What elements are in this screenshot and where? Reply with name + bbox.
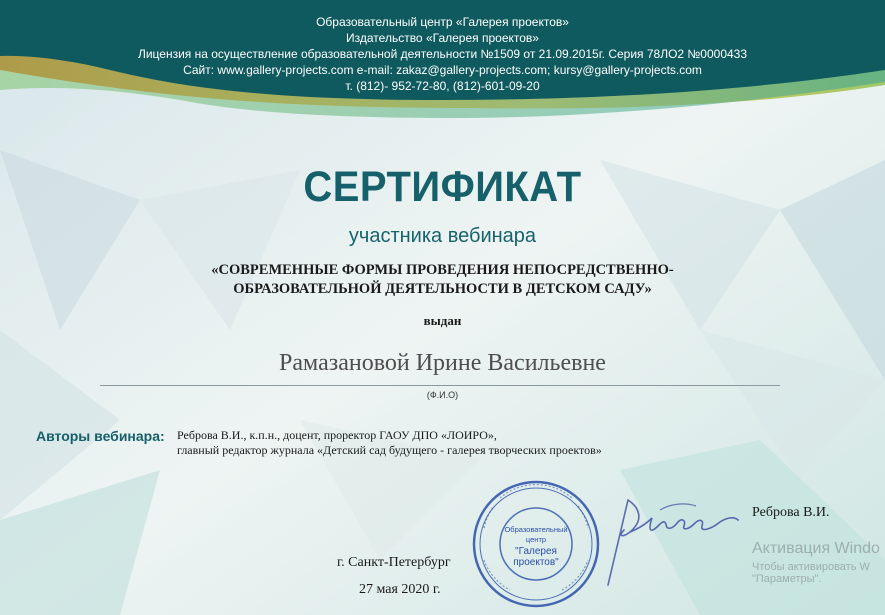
authors-details — [177, 428, 602, 458]
watermark-line1: Активация Windo — [752, 540, 880, 557]
stamp-text-1: Образовательный — [504, 525, 568, 534]
stamp-text-3: "Галерея — [515, 546, 557, 557]
header-contacts: Сайт: www.gallery-projects.com e-mail: zakaz@gallery-projects.com; kursy@gallery-projects.com — [183, 63, 702, 77]
stamp-text-4: проектов" — [513, 557, 559, 568]
header-org-name: Образовательный центр «Галерея проектов» — [316, 15, 569, 29]
signer-name: Реброва В.И. — [752, 505, 830, 520]
certificate-subtitle: участника вебинара — [348, 225, 537, 247]
stamp-seal — [470, 478, 602, 610]
recipient-name: Рамазановой Ирине Васильевне — [279, 350, 606, 376]
webinar-topic-line2: ОБРАЗОВАТЕЛЬНОЙ ДЕЯТЕЛЬНОСТИ В ДЕТСКОМ САДУ» — [233, 281, 652, 297]
stamp-text-2: центр — [525, 535, 547, 544]
header-license: Лицензия на осуществление образовательной деятельности №1509 от 21.09.2015г. Серия 78ЛО2 №0000433 — [137, 47, 748, 61]
header-phones: т. (812)- 952-72-80, (812)-601-09-20 — [345, 79, 540, 93]
authors-line1: Реброва В.И., к.п.н., доцент, проректор ГАОУ ДПО «ЛОИРО», — [177, 428, 497, 442]
webinar-topic-line1: «СОВРЕМЕННЫЕ ФОРМЫ ПРОВЕДЕНИЯ НЕПОСРЕДСТВЕННО- — [211, 262, 674, 278]
watermark-line3: "Параметры". — [752, 573, 822, 585]
issue-date: 27 мая 2020 г. — [359, 582, 441, 597]
issued-label: выдан — [423, 313, 462, 328]
header-info — [0, 14, 885, 94]
authors-line2: главный редактор журнала «Детский сад будущего - галерея творческих проектов» — [177, 443, 602, 457]
header-publisher: Издательство «Галерея проектов» — [346, 31, 539, 45]
watermark-line2: Чтобы активировать W — [752, 561, 870, 573]
city: г. Санкт-Петербург — [337, 555, 451, 570]
signature — [600, 490, 740, 590]
windows-activation-watermark — [752, 540, 880, 585]
webinar-topic — [150, 261, 735, 299]
authors-label: Авторы вебинара: — [36, 428, 165, 444]
certificate-title: СЕРТИФИКАТ — [303, 163, 582, 211]
name-underline — [100, 385, 780, 386]
fio-caption: (Ф.И.О) — [426, 390, 459, 400]
